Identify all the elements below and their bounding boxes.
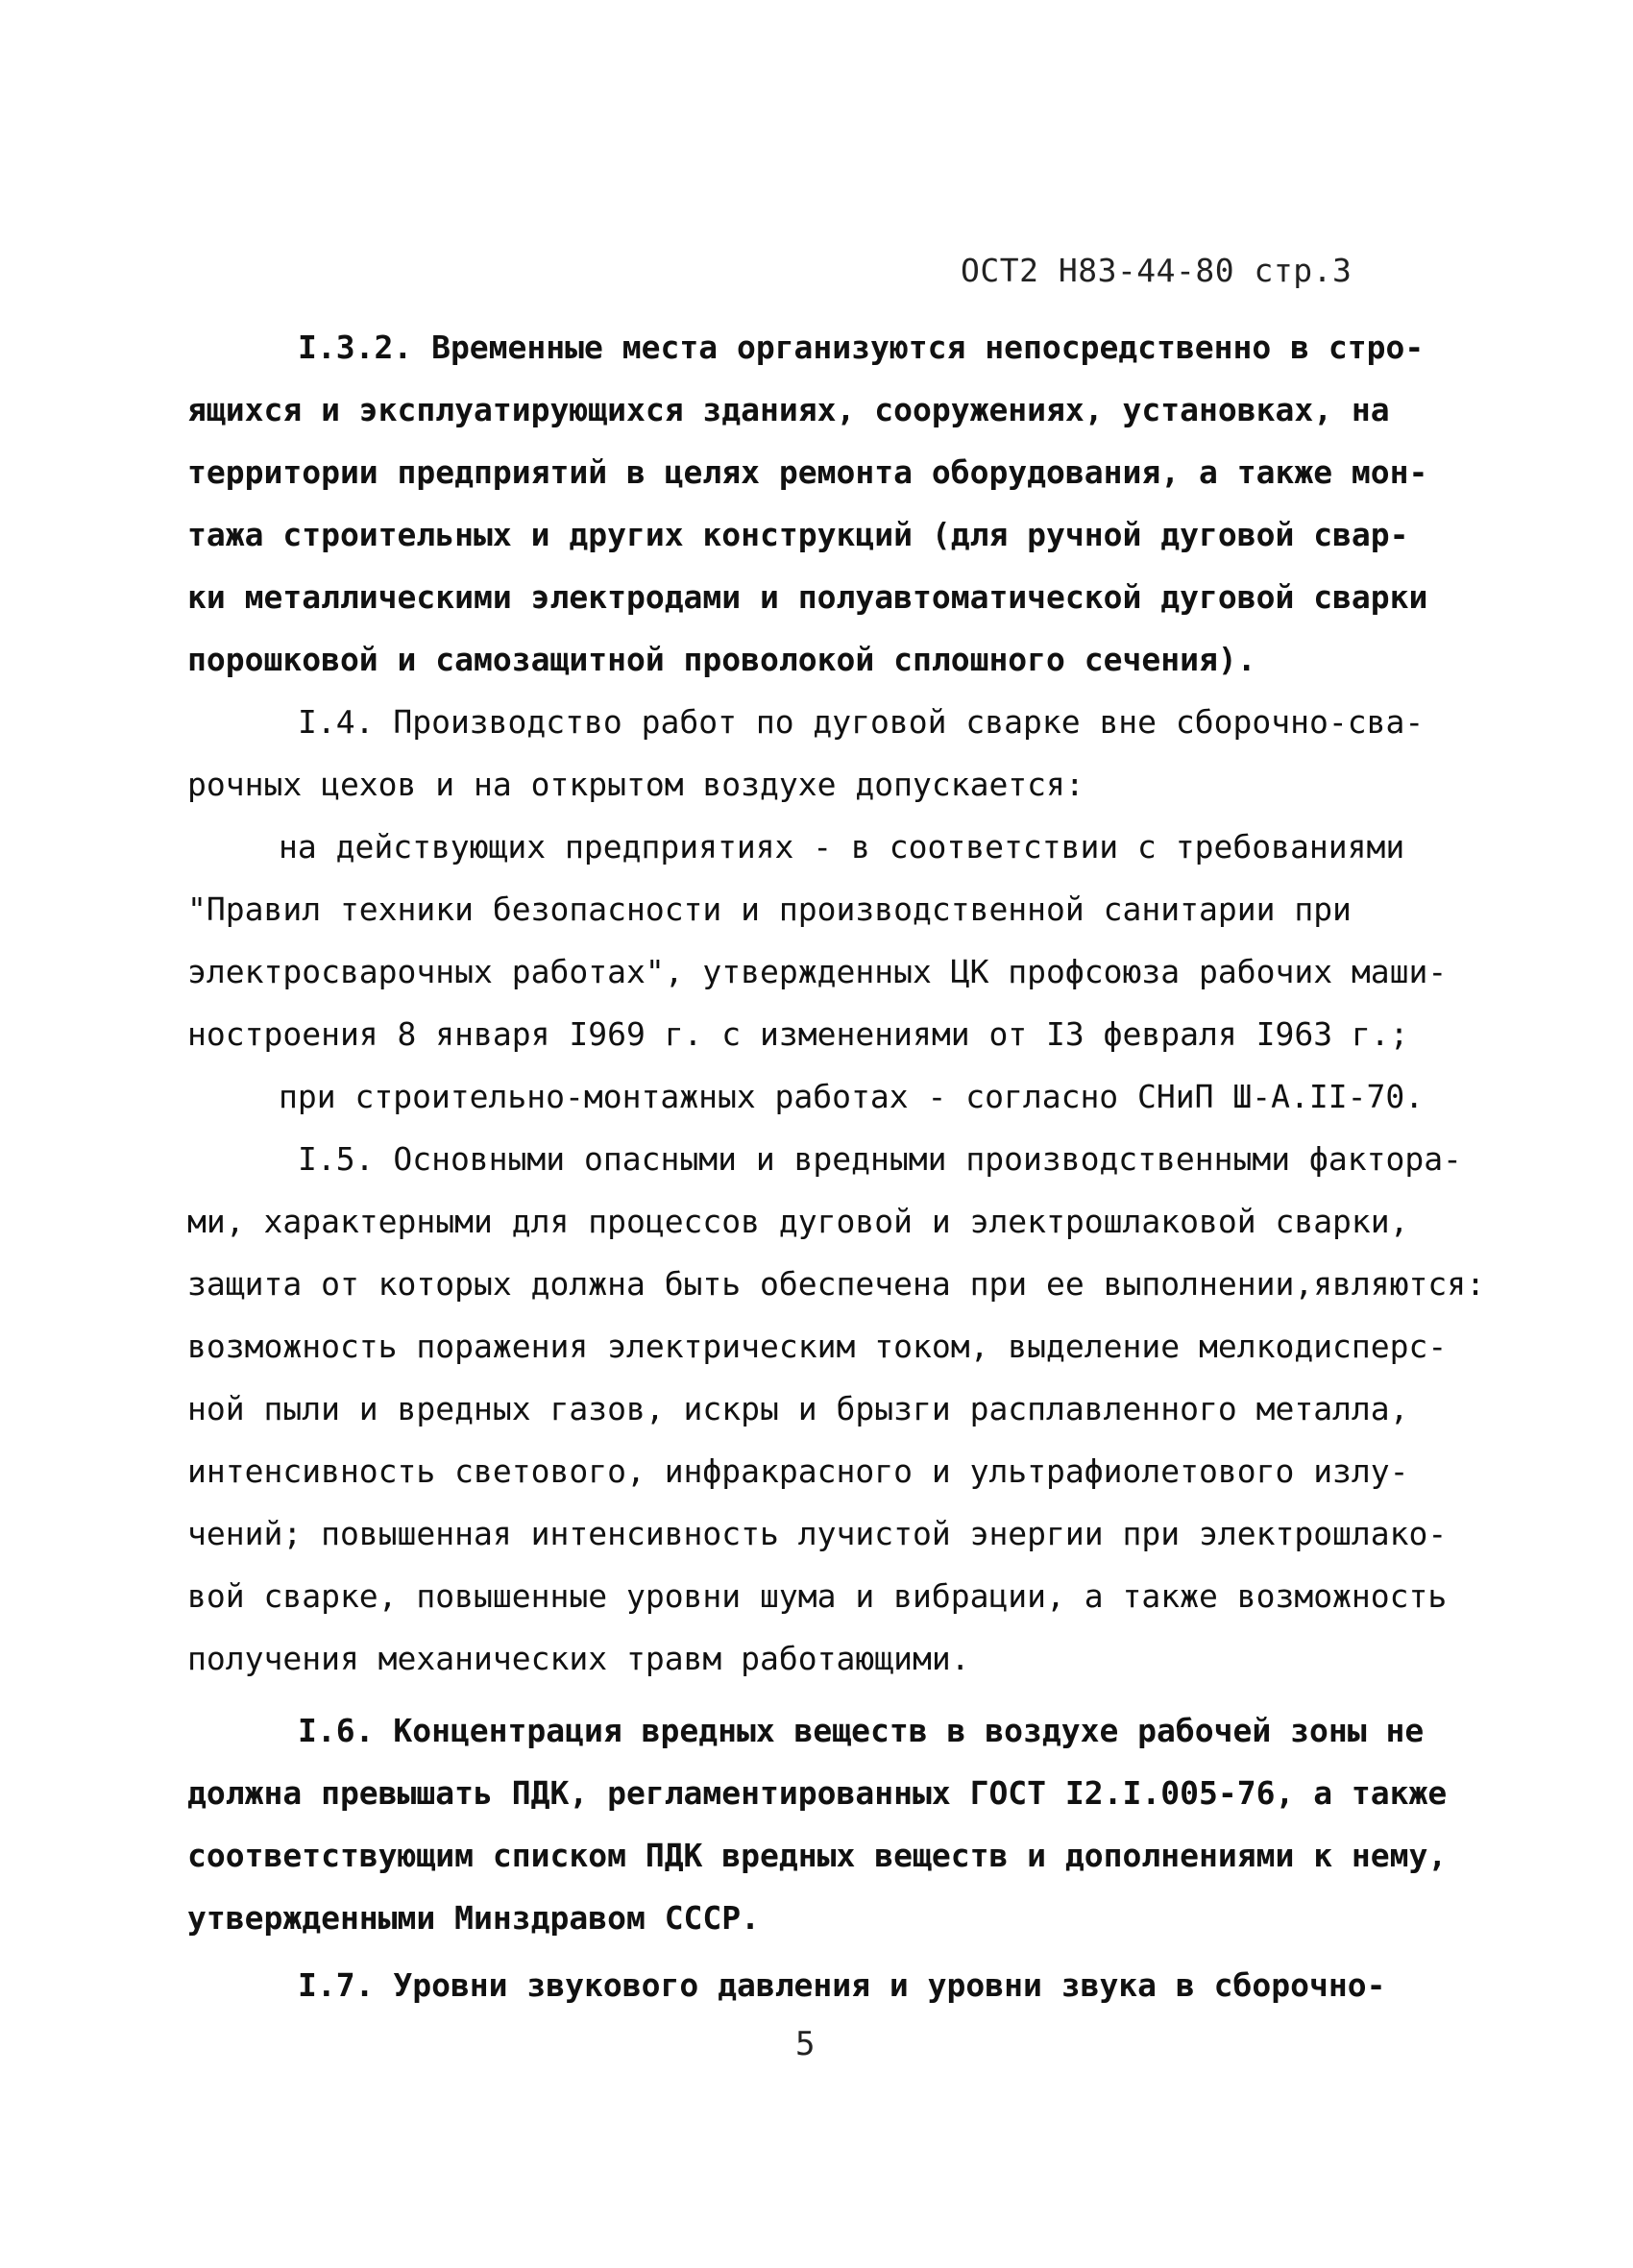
text-line: ностроения 8 января I969 г. с изменениями от I3 февраля I963 г.; — [187, 1015, 1409, 1053]
text-line: получения механических травм работающими. — [187, 1640, 970, 1677]
text-line: "Правил техники безопасности и производственной санитарии при — [187, 890, 1352, 928]
text-line: возможность поражения электрическим током, выделение мелкодисперс- — [187, 1328, 1448, 1365]
text-line: I.5. Основными опасными и вредными производственными фактора- — [298, 1140, 1462, 1178]
text-line: на действующих предприятиях - в соответствии с требованиями — [279, 828, 1405, 866]
text-line: I.6. Концентрация вредных веществ в воздухе рабочей зоны не — [298, 1712, 1425, 1749]
text-line: защита от которых должна быть обеспечена при ее выполнении,являются: — [187, 1265, 1486, 1303]
text-line: должна превышать ПДК, регламентированных ГОСТ I2.I.005-76, а также — [187, 1774, 1448, 1812]
text-line: вой сварке, повышенные уровни шума и вибрации, а также возможность — [187, 1577, 1448, 1615]
text-line: ки металлическими электродами и полуавтоматической дуговой сварки — [187, 578, 1428, 616]
text-line: территории предприятий в целях ремонта оборудования, а также мон- — [187, 453, 1428, 491]
text-line: ми, характерными для процессов дуговой и электрошлаковой сварки, — [187, 1203, 1409, 1240]
text-line: I.4. Производство работ по дуговой сварке вне сборочно-сва- — [298, 703, 1425, 741]
text-line: I.3.2. Временные места организуются непосредственно в стро- — [298, 329, 1425, 366]
page-number: 5 — [795, 2025, 816, 2063]
text-line: утвержденными Минздравом СССР. — [187, 1899, 761, 1937]
text-line: при строительно-монтажных работах - согласно СНиП Ш-А.II-70. — [279, 1078, 1425, 1115]
text-line: порошковой и самозащитной проволокой сплошного сечения). — [187, 641, 1256, 678]
text-line: тажа строительных и других конструкций (для ручной дуговой свар- — [187, 516, 1409, 553]
text-line: ящихся и эксплуатирующихся зданиях, сооружениях, установках, на — [187, 391, 1390, 428]
document-header: ОСТ2 Н83-44-80 стр.3 — [961, 252, 1353, 289]
text-line: I.7. Уровни звукового давления и уровни звука в сборочно- — [298, 1966, 1386, 2004]
text-line: рочных цехов и на открытом воздухе допускается: — [187, 766, 1085, 803]
text-line: чений; повышенная интенсивность лучистой энергии при электрошлако- — [187, 1515, 1448, 1552]
text-line: соответствующим списком ПДК вредных веществ и дополнениями к нему, — [187, 1837, 1448, 1874]
text-line: ной пыли и вредных газов, искры и брызги расплавленного металла, — [187, 1390, 1409, 1427]
text-line: электросварочных работах", утвержденных ЦК профсоюза рабочих маши- — [187, 953, 1448, 990]
text-line: интенсивность светового, инфракрасного и ультрафиолетового излу- — [187, 1452, 1409, 1490]
